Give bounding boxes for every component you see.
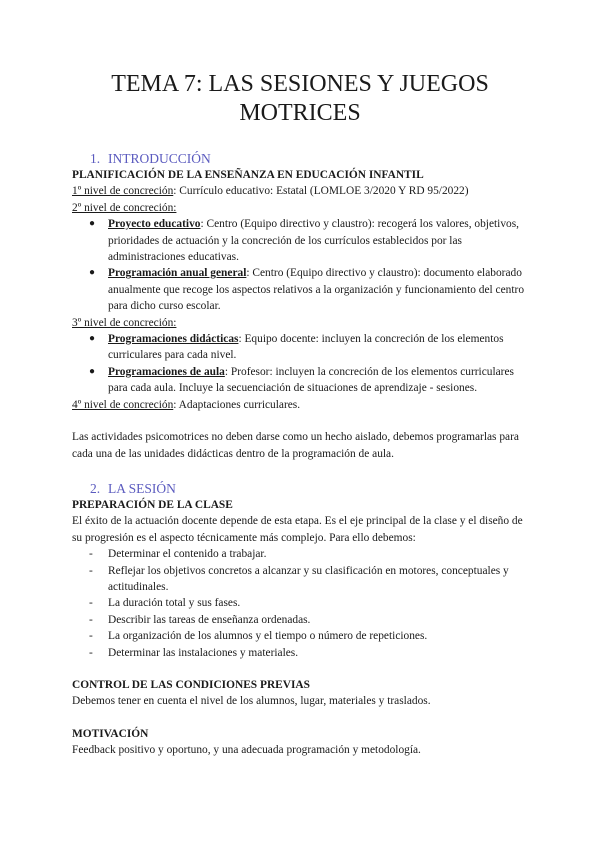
level3-list — [72, 331, 528, 397]
level2-label: 2º nivel de concreción: — [72, 201, 177, 214]
list-item — [72, 595, 528, 611]
subheading-control: CONTROL DE LAS CONDICIONES PREVIAS — [72, 678, 310, 691]
dash-icon: - — [89, 630, 93, 643]
dash-icon: - — [89, 646, 93, 659]
dash-icon: - — [89, 613, 93, 626]
level4-label: 4º nivel de concreción — [72, 398, 174, 411]
item-text: La duración total y sus fases. — [108, 597, 241, 610]
item-text: Reflejar los objetivos concretos a alcanzar y su clasificación en motores, conceptuales y actitudinales. — [108, 564, 509, 593]
subheading-preparacion: PREPARACIÓN DE LA CLASE — [72, 498, 233, 511]
list-item — [72, 331, 528, 364]
item-text: Describir las tareas de enseñanza ordenadas. — [108, 613, 311, 626]
list-item — [72, 563, 528, 596]
item-text: Determinar el contenido a trabajar. — [108, 548, 267, 561]
section-heading-introduccion — [72, 150, 528, 167]
item-term: Programaciones de aula — [108, 365, 225, 378]
level4-text: : Adaptaciones curriculares. — [173, 398, 301, 411]
list-item — [72, 216, 528, 265]
motivation-paragraph: Feedback positivo y oportuno, y una adecuada programación y metodología. — [72, 744, 421, 757]
item-text: : Profesor: incluyen la concreción de los elementos curriculares para cada aula. Incluye la secuenciación de situaciones de aprendizaje - sesiones. — [108, 365, 514, 395]
bullet-icon: ● — [89, 218, 96, 230]
dash-icon: - — [89, 548, 93, 561]
subheading-planificacion: PLANIFICACIÓN DE LA ENSEÑANZA EN EDUCACIÓN INFANTIL — [72, 169, 424, 181]
dash-icon: - — [89, 564, 93, 577]
item-text: : Centro (Equipo directivo y claustro): documento elaborado anualmente que recoge los aspectos relativos a la organización y funcionamiento del centro para dicho curso escolar. — [108, 267, 525, 313]
level2-list — [72, 216, 528, 314]
item-text: : Centro (Equipo directivo y claustro): recogerá los valores, objetivos, prioridades de actuación y la concreción de los currículos establecidos por las administraciones educativas. — [108, 218, 520, 264]
section-number: 2. — [90, 480, 101, 496]
item-term: Proyecto educativo — [108, 218, 201, 231]
list-item — [72, 612, 528, 628]
level3-label: 3º nivel de concreción: — [72, 316, 177, 329]
page-title: TEMA 7: LAS SESIONES Y JUEGOS MOTRICES — [111, 71, 489, 126]
list-item — [72, 364, 528, 397]
level1-label: 1º nivel de concreción — [72, 185, 174, 198]
control-paragraph: Debemos tener en cuenta el nivel de los alumnos, lugar, materiales y traslados. — [72, 695, 431, 708]
item-text: : Equipo docente: incluyen la concreción de los elementos curriculares para cada nivel. — [108, 333, 504, 362]
item-term: Programación anual general — [108, 267, 247, 280]
list-item — [72, 645, 528, 661]
preparation-paragraph: El éxito de la actuación docente depende de esta etapa. Es el eje principal de la clase y el diseño de su progresión es el aspecto técnicamente más complejo. Para ello debemos: — [72, 515, 523, 544]
level1-text: : Currículo educativo: Estatal (LOMLOE 3/2020 Y RD 95/2022) — [173, 185, 469, 198]
intro-paragraph: Las actividades psicomotrices no deben darse como un hecho aislado, debemos programarlas para cada una de las unidades didácticas dentro de la programación de aula. — [72, 431, 519, 460]
bullet-icon: ● — [89, 365, 96, 377]
section-heading-la-sesion — [72, 480, 528, 497]
section-title: LA SESIÓN — [108, 480, 176, 496]
document-page — [72, 70, 528, 759]
level4-line — [72, 397, 528, 413]
bullet-icon: ● — [89, 267, 96, 279]
bullet-icon: ● — [89, 333, 96, 345]
item-text: Determinar las instalaciones y materiales. — [108, 646, 299, 659]
dash-icon: - — [89, 597, 93, 610]
section-title: INTRODUCCIÓN — [108, 151, 211, 166]
list-item — [72, 265, 528, 314]
item-text: La organización de los alumnos y el tiempo o número de repeticiones. — [108, 630, 428, 643]
item-term: Programaciones didácticas — [108, 333, 239, 346]
list-item — [72, 628, 528, 644]
level1-line — [72, 183, 528, 199]
section-number: 1. — [90, 151, 101, 166]
preparation-list — [72, 546, 528, 661]
subheading-motivacion: MOTIVACIÓN — [72, 727, 149, 740]
list-item — [72, 546, 528, 562]
